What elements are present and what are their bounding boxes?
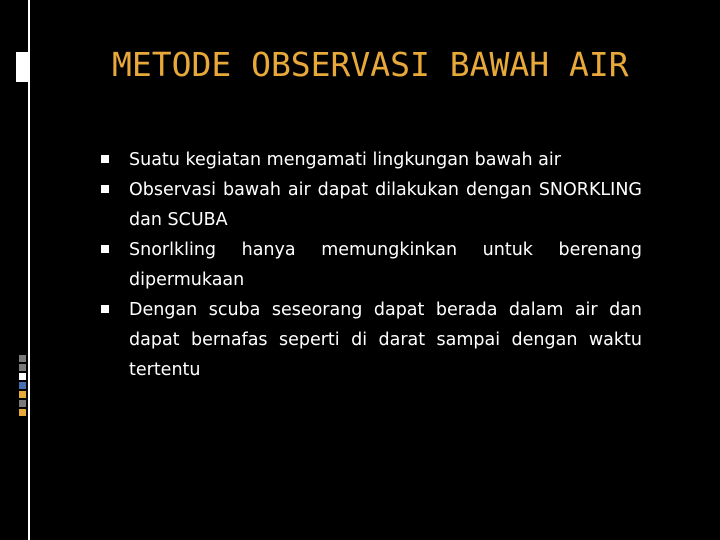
deco-square bbox=[19, 382, 26, 389]
decorative-squares bbox=[19, 355, 26, 418]
square-bullet-icon bbox=[101, 185, 109, 193]
deco-square bbox=[19, 391, 26, 398]
deco-square bbox=[19, 364, 26, 371]
slide-title: METODE OBSERVASI BAWAH AIR bbox=[112, 45, 629, 84]
bullet-text: Observasi bawah air dapat dilakukan dengan SNORKLING dan SCUBA bbox=[129, 180, 642, 230]
bullet-item bbox=[100, 145, 642, 175]
deco-square bbox=[19, 409, 26, 416]
bullet-text: Suatu kegiatan mengamati lingkungan bawah air bbox=[129, 150, 561, 170]
square-bullet-icon bbox=[101, 155, 109, 163]
deco-square bbox=[19, 400, 26, 407]
bullet-item bbox=[100, 235, 642, 295]
bullet-item bbox=[100, 295, 642, 385]
square-bullet-icon bbox=[101, 245, 109, 253]
title-accent-block bbox=[16, 52, 30, 82]
bullet-list bbox=[100, 145, 642, 385]
square-bullet-icon bbox=[101, 305, 109, 313]
bullet-text: Snorlkling hanya memungkinkan untuk berenang dipermukaan bbox=[129, 240, 642, 290]
bullet-text: Dengan scuba seseorang dapat berada dalam air dan dapat bernafas seperti di darat sampai dengan waktu tertentu bbox=[129, 300, 642, 380]
deco-square bbox=[19, 355, 26, 362]
bullet-item bbox=[100, 175, 642, 235]
deco-square bbox=[19, 373, 26, 380]
